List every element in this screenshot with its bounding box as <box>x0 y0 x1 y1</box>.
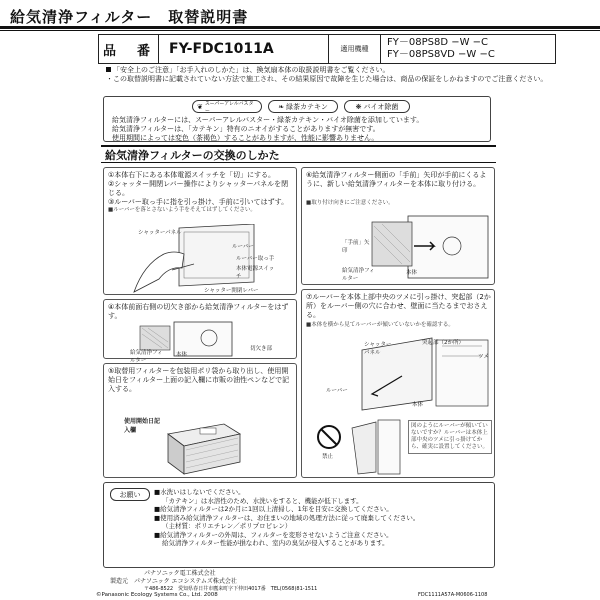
step-2: ②シャッター開閉レバー操作によりシャッターパネルを閉じる。 <box>108 180 289 197</box>
step-3: ③ルーバー取っ手に指を引っ掛け、手前に引いてはずす。 <box>108 198 289 206</box>
intro-line-2: ・この取替説明書に記載されていない方法で施工され、その結果原因で故障を生じた場合は、商品の保証をしかねますのでご注意ください。 <box>106 75 548 83</box>
applicable-model-2: FY－08PS8VD −W −C <box>387 49 495 60</box>
step-6-box <box>301 167 495 285</box>
tilted-louver-illustration <box>348 418 404 476</box>
badge-catechin: ❧ 緑茶カテキン <box>268 100 338 113</box>
caution-item-2: 「カテキン」は水溶性のため、水洗いをすると、機能が低下します。 <box>162 496 363 505</box>
maker-label: 製造元 <box>110 577 129 585</box>
steps-1-3-text <box>108 171 294 214</box>
step-7: ⑦ルーバーを本体上部中央のツメに引っ掛け、突起部（2か所）をルーバー側の穴に合わせ、壁面に当たるまでおさえる。 <box>306 293 491 319</box>
title-rule <box>0 26 600 29</box>
prohibited-icon <box>316 424 342 450</box>
step-7-note: ■本体を横から見てルーバーが傾いていないかを確認する。 <box>306 322 454 328</box>
applicable-models <box>381 35 555 63</box>
footer-doc-code: FDC1111A57A-M0606-1108 <box>418 592 488 598</box>
tilt-note: 図のようにルーバーが傾いていないですか？ルーバーは本体上部中央のツメに引っ掛けてから、確実に設置してください。 <box>408 420 492 454</box>
label-claw: ツメ <box>478 354 489 360</box>
step-5-box <box>103 363 297 478</box>
page-title: 給気清浄フィルター 取替説明書 <box>10 8 249 26</box>
label-shutter-lever: シャッター開閉レバー <box>204 288 259 294</box>
badge-bio: ❋ バイオ除菌 <box>344 100 410 113</box>
bullet-square-icon <box>106 67 111 72</box>
label-power-switch: 本体電源スイッチ <box>236 266 275 280</box>
company-1: パナソニック電工株式会社 <box>144 570 216 577</box>
footer-address: 〒486-8522 愛知県春日井市鷹来町字下仲田4017番 TEL(0568)81-1511 <box>144 586 318 592</box>
step-4-box <box>103 299 297 364</box>
feature-line-1: 給気清浄フィルターには、スーパーアレルバスター・緑茶カテキン・バイオ除菌を添加しています。 <box>112 116 424 124</box>
product-label: 品 番 <box>99 35 159 63</box>
feature-box <box>103 96 491 142</box>
label-front-arrow: 「手前」矢印 <box>342 240 370 254</box>
label-protrusion: 突起部（2か所） <box>422 340 464 346</box>
bio-icon: ❋ <box>355 102 362 111</box>
feature-line-2: 給気清浄フィルターは、「カテキン」特有のニオイがすることがありますが無害です。 <box>112 125 380 133</box>
caution-item-6: ■給気清浄フィルターの外周は、フィルターを変形させないようご注意ください。 <box>154 530 393 539</box>
label-louver-7: ルーバー <box>326 388 348 394</box>
caution-item-7: 給気清浄フィルター性能が損なわれ、室内の臭気が侵入することがあります。 <box>162 539 389 547</box>
feature-line-3: 使用期間によっては変色（茶褐色）することがありますが、性能に影響ありません。 <box>112 134 379 142</box>
label-louver-handle: ルーバー取っ手 <box>236 256 275 262</box>
label-shutter-panel-7: シャッターパネル <box>364 342 392 356</box>
label-filter-4: 給気清浄フィルター <box>130 350 163 364</box>
footer-companies <box>110 570 410 585</box>
caution-item-1: ■水洗いはしないでください。 <box>154 488 245 496</box>
label-body-6: 本体 <box>406 270 418 276</box>
label-prohibited: 禁止 <box>322 454 334 460</box>
step-5: ⑤取替用フィルターを包装用ポリ袋から取り出し、使用開始日をフィルター上面の記入欄に市販の油性ペンなどで記入する。 <box>108 367 290 393</box>
feature-text <box>112 116 492 143</box>
product-model: FY-FDC1011A <box>159 35 329 63</box>
caution-item-4: ■使用済み給気清浄フィルターは、お住まいの地域の処理方法に従って廃棄してください。 <box>154 513 420 522</box>
label-body-7: 本体 <box>412 402 424 408</box>
label-filter-6: 給気清浄フィルター <box>342 268 375 282</box>
applicable-label: 適用機種 <box>329 35 381 63</box>
footer-copyright: ©Panasonic Ecology Systems Co., Ltd. 2008 <box>96 592 218 598</box>
company-2: パナソニック エコシステムズ株式会社 <box>134 577 237 585</box>
intro-line-1: 「安全上のご注意」「お手入れのしかた」は、換気扇本体の取扱説明書をご覧ください。 <box>113 66 390 74</box>
step-6-note: ■取り付け向きにご注意ください。 <box>306 200 394 206</box>
leaf-icon: ❦ <box>197 102 203 111</box>
caution-box <box>103 482 495 568</box>
step-4: ④本体前面右側の切欠き部から給気清浄フィルターをはずす。 <box>108 303 289 320</box>
step-3-note: ■ルーバーを落とさないよう手をそえてはずしてください。 <box>108 207 256 213</box>
step-1-3-box <box>103 167 297 295</box>
label-start-date: 使用開始日記入欄 <box>124 418 161 434</box>
label-notch: 切欠き部 <box>250 346 273 352</box>
title-rule-thin <box>0 30 600 31</box>
section-title: 給気清浄フィルターの交換のしかた <box>105 148 280 162</box>
label-body-4: 本体 <box>176 352 188 358</box>
badge-allerbuster: ❦ スーパーアレルバスター <box>192 100 262 113</box>
filter-illustration <box>164 420 244 476</box>
applicable-model-1: FY－08PS8D −W −C <box>387 37 489 48</box>
section-header <box>101 145 496 163</box>
caution-tag: お願い <box>110 488 150 501</box>
product-table <box>98 34 556 64</box>
caution-item-3: ■給気清浄フィルターは2か月に1回以上清掃し、1年を目安に交換してください。 <box>154 505 393 513</box>
step-7-box <box>301 289 495 478</box>
label-louver: ルーバー <box>232 244 254 250</box>
caution-list <box>154 488 492 548</box>
label-shutter-panel: シャッターパネル <box>138 230 182 236</box>
intro <box>106 66 596 84</box>
step-1: ①本体右下にある本体電源スイッチを「切」にする。 <box>108 171 275 179</box>
caution-item-5: （主材質：ポリエチレン／ポリプロピレン） <box>162 522 292 530</box>
step-6: ⑥給気清浄フィルター側面の「手前」矢印が手前にくるように、新しい給気清浄フィルターを本体に取り付ける。 <box>306 171 487 188</box>
tea-leaf-icon: ❧ <box>278 102 284 111</box>
